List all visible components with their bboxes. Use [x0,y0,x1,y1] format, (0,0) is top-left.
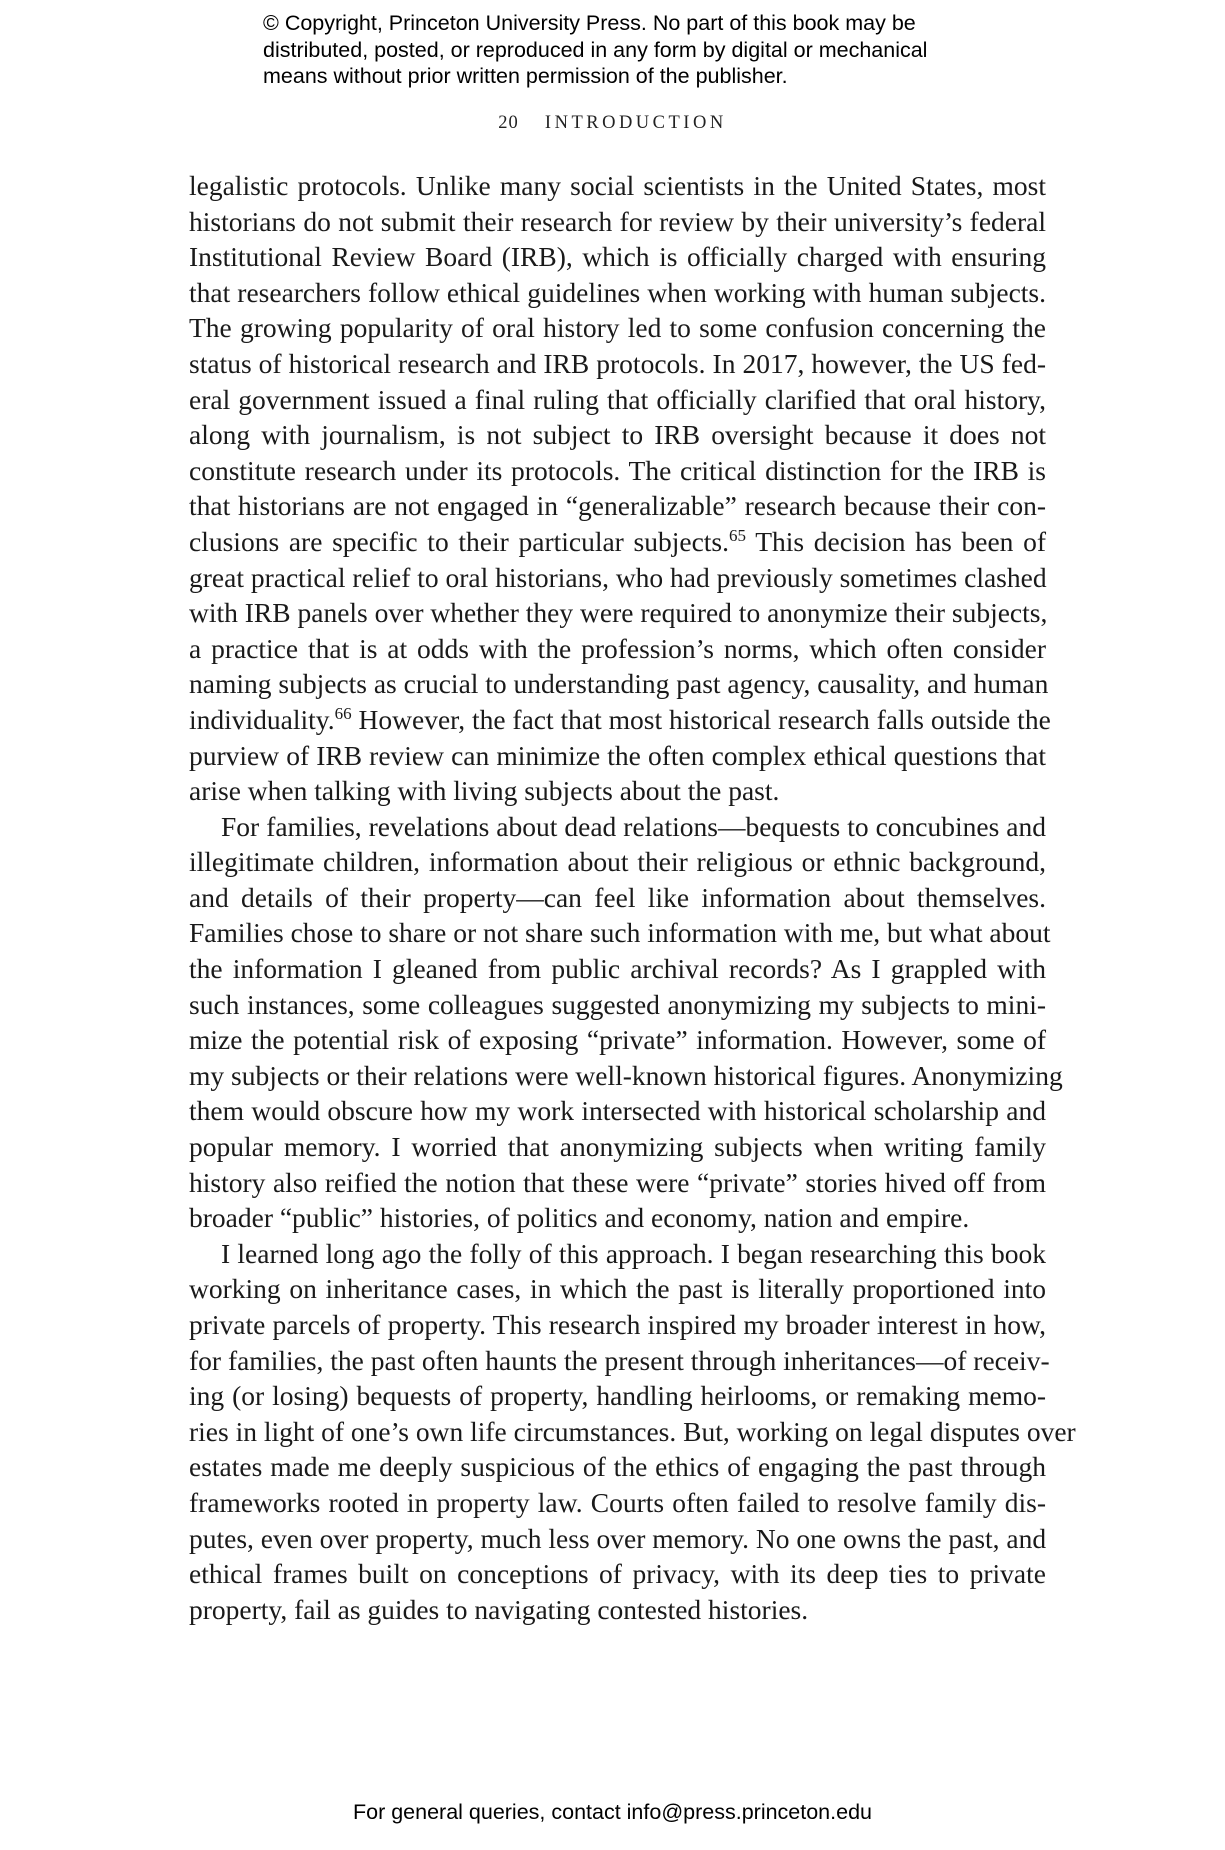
text-line: status of historical research and IRB protocols. In 2017, however, the US fed- [189,347,1046,379]
chapter-title: INTRODUCTION [544,113,727,133]
page-number: 20 [498,113,519,133]
text-line: estates made me deeply suspicious of the ethics of engaging the past through [189,1451,1046,1483]
text-line: legalistic protocols. Unlike many social scientists in the United States, most [189,170,1046,201]
body-text [189,168,1076,1627]
text-line: eral government issued a final ruling that officially clarified that oral history, [189,383,1046,415]
text-line: history also reified the notion that these were “private” stories hived off from [189,1166,1046,1198]
text-line: Institutional Review Board (IRB), which is officially charged with ensuring [189,241,1046,273]
text-line: that researchers follow ethical guidelines when working with human subjects. [189,276,1046,308]
running-head [0,113,1225,134]
text-line: naming subjects as crucial to understanding past agency, causality, and human [189,668,1049,700]
text-line: For families, revelations about dead relations—bequests to concubines and [221,810,1046,842]
text-line: the information I gleaned from public archival records? As I grappled with [189,953,1046,985]
text-line: mize the potential risk of exposing “private” information. However, some of [189,1024,1046,1056]
text-line: ing (or losing) bequests of property, handling heirlooms, or remaking memo- [189,1380,1046,1412]
text-line: I learned long ago the folly of this approach. I began researching this book [221,1237,1046,1269]
text-line: putes, even over property, much less over memory. No one owns the past, and [189,1522,1047,1554]
copyright-line: distributed, posted, or reproduced in any form by digital or mechanical [263,37,928,62]
text-line: constitute research under its protocols. The critical distinction for the IRB is [189,454,1046,486]
text-line: property, fail as guides to navigating contested histories. [189,1593,809,1625]
text-line: clusions are specific to their particular subjects.$^{65}$ This decision has been of [189,525,1047,557]
text-line: along with journalism, is not subject to IRB oversight because it does not [189,419,1046,451]
text-line: private parcels of property. This research inspired my broader interest in how, [189,1309,1046,1340]
text-line: Families chose to share or not share such information with me, but what about [189,917,1051,949]
footnote-ref: 65 [729,525,747,545]
text-line: them would obscure how my work intersected with historical scholarship and [189,1095,1046,1127]
copyright-notice [263,10,1023,90]
text-line: ethical frames built on conceptions of privacy, with its deep ties to private [189,1558,1046,1590]
footnote-ref: 66 [334,703,352,723]
text-line: great practical relief to oral historians, who had previously sometimes clashed [189,561,1047,593]
text-line: frameworks rooted in property law. Courts often failed to resolve family dis- [189,1486,1046,1518]
paragraph [189,1236,1076,1628]
text-line: for families, the past often haunts the present through inheritances—of receiv- [189,1344,1050,1376]
paragraph [189,168,1051,809]
text-line: and details of their property—can feel like information about themselves. [189,881,1046,913]
text-line: a practice that is at odds with the profession’s norms, which often consider [189,632,1046,664]
copyright-line: means without prior written permission of the publisher. [263,64,788,88]
footer-contact: For general queries, contact info@press.princeton.edu [352,1800,872,1824]
text-line: ries in light of one’s own life circumstances. But, working on legal disputes over [189,1415,1076,1447]
text-line: historians do not submit their research for review by their university’s federal [189,205,1046,237]
text-line: working on inheritance cases, in which the past is literally proportioned into [189,1273,1046,1305]
text-line: The growing popularity of oral history led to some confusion concerning the [189,312,1046,344]
text-line: with IRB panels over whether they were required to anonymize their subjects, [189,597,1048,629]
text-line: purview of IRB review can minimize the often complex ethical questions that [189,739,1046,771]
copyright-line: © Copyright, Princeton University Press. No part of this book may be [263,11,916,35]
text-line: broader “public” histories, of politics and economy, nation and empire. [189,1202,970,1234]
paragraph [189,809,1063,1236]
text-line: arise when talking with living subjects about the past. [189,775,780,807]
text-line: that historians are not engaged in “generalizable” research because their con- [189,490,1046,522]
text-line: my subjects or their relations were well-known historical figures. Anonymizing [189,1059,1063,1091]
text-line: such instances, some colleagues suggested anonymizing my subjects to mini- [189,988,1046,1020]
text-line: popular memory. I worried that anonymizing subjects when writing family [189,1131,1046,1163]
text-line: individuality.$^{66}$ However, the fact that most historical research falls outside the [189,703,1051,735]
text-line: illegitimate children, information about their religious or ethnic background, [189,846,1046,878]
